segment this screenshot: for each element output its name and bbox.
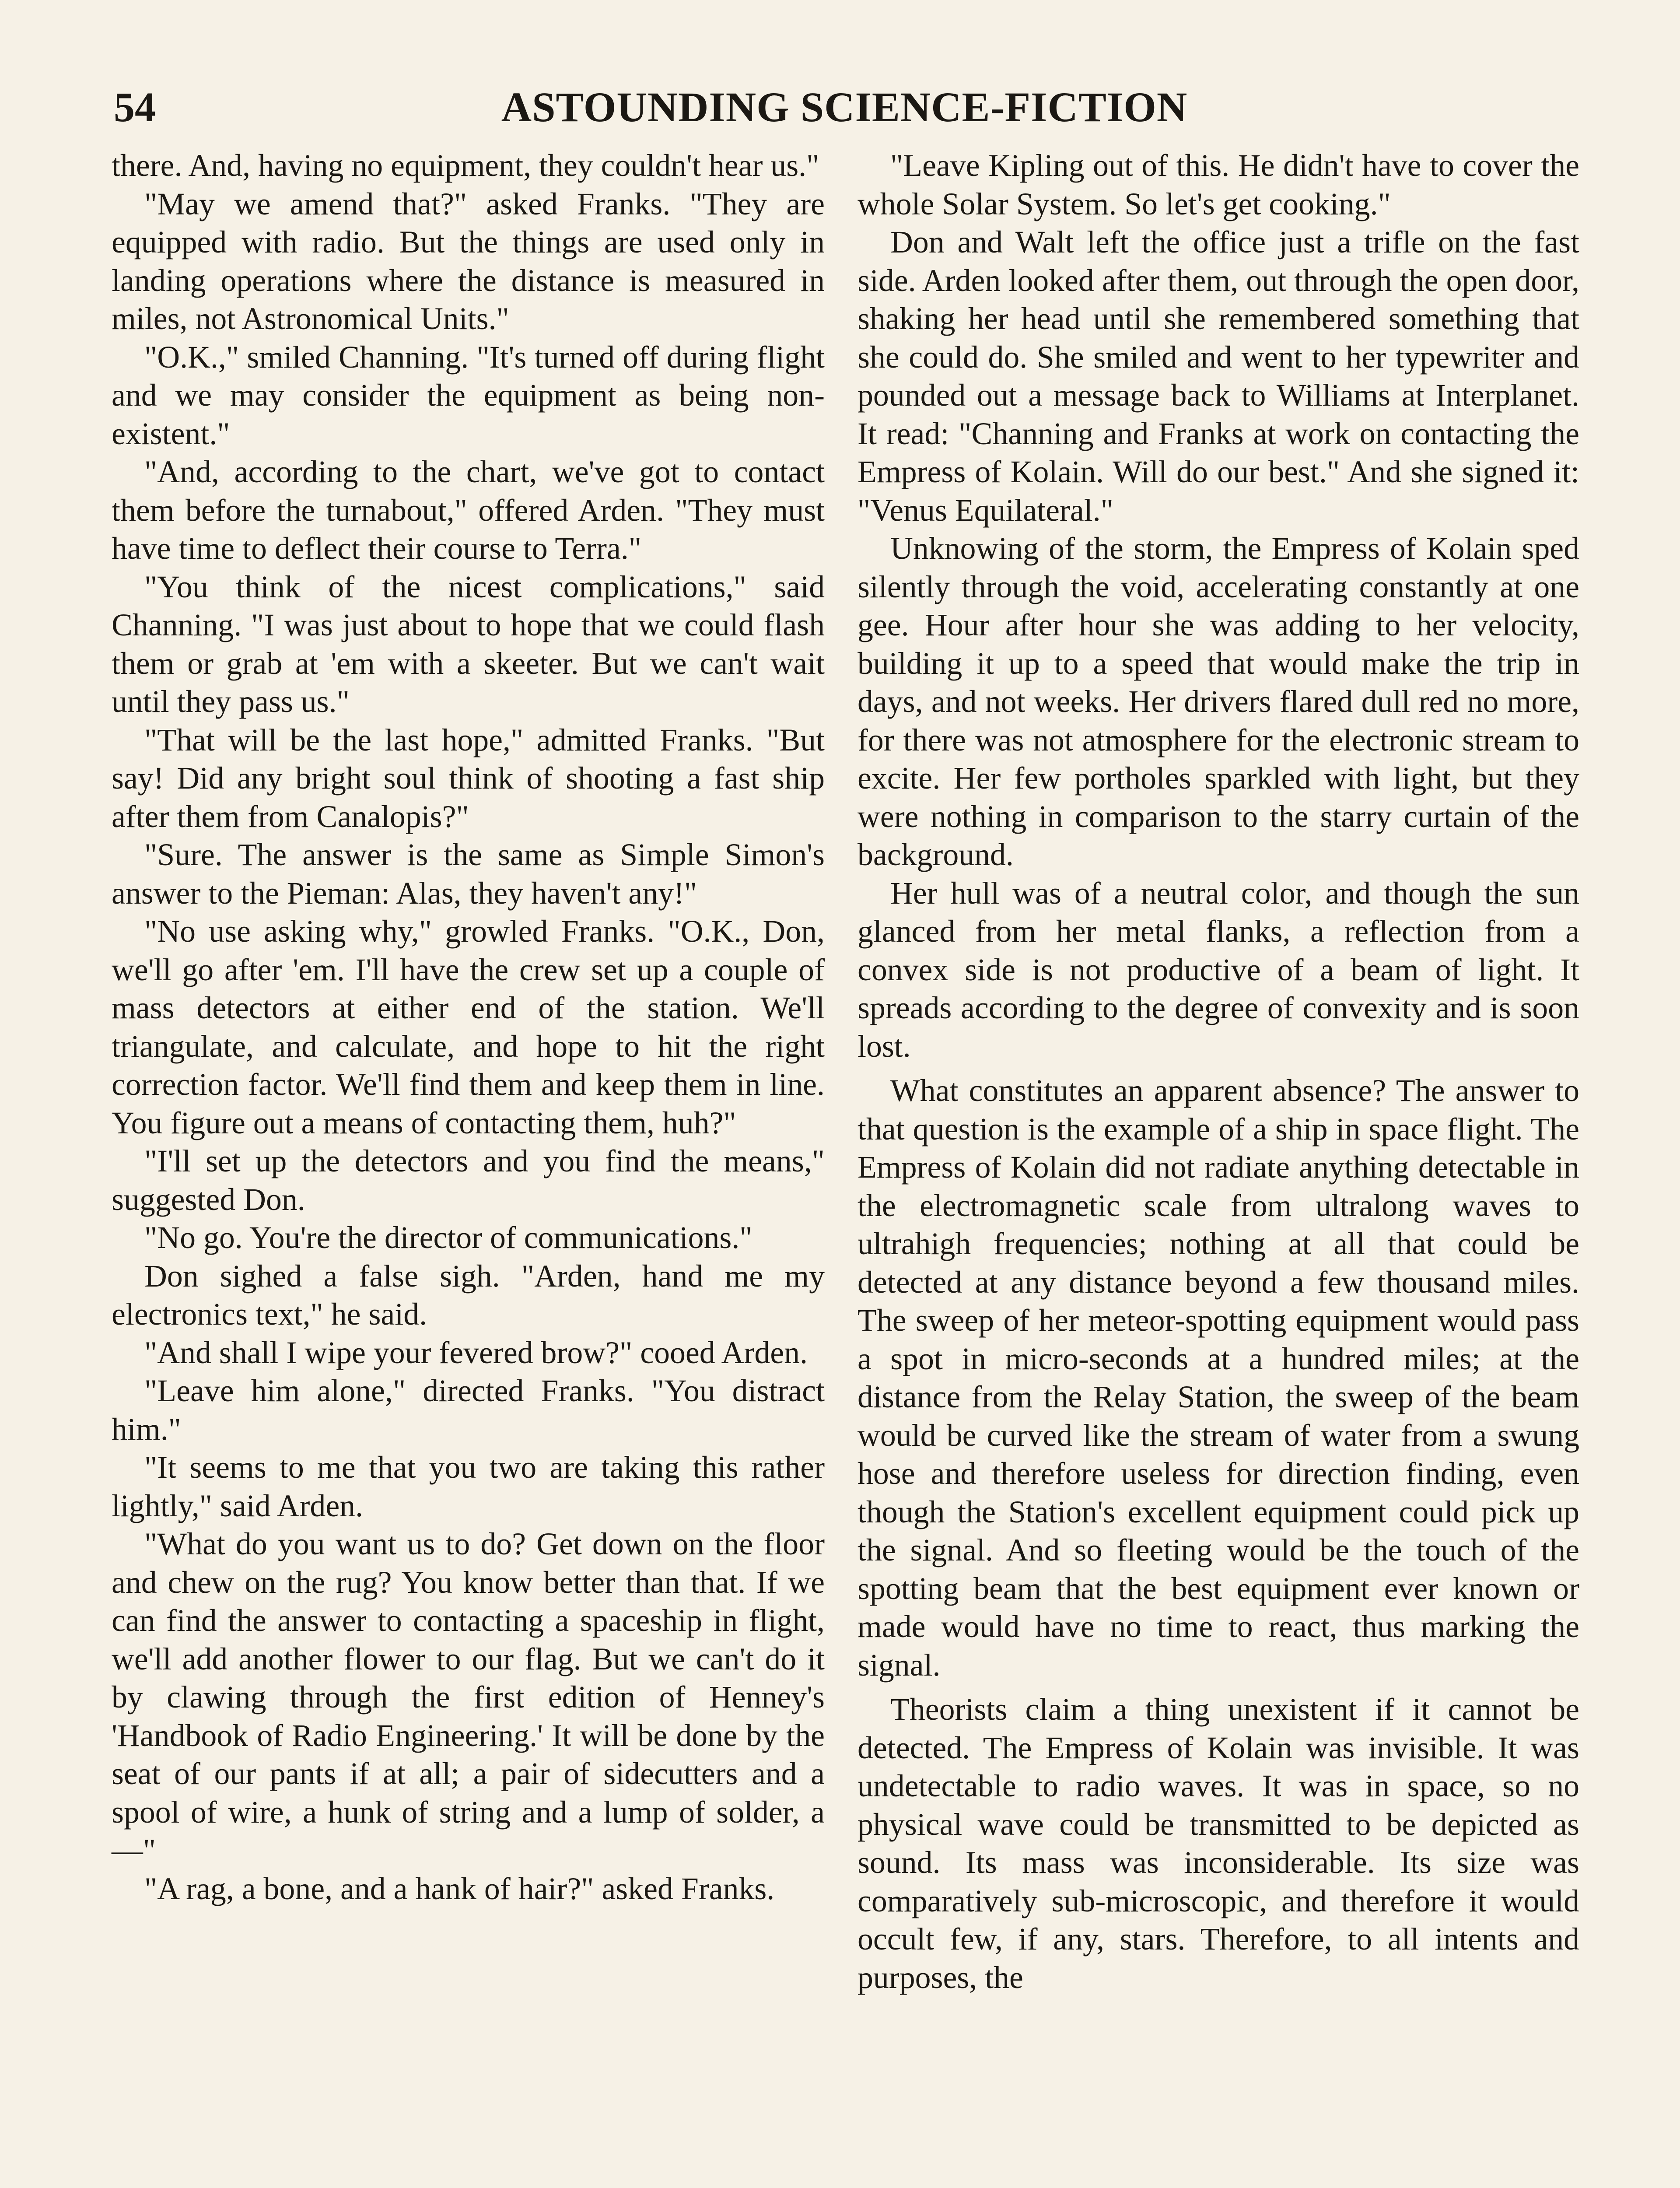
paragraph: "Leave him alone," directed Franks. "You distract him." <box>112 1373 825 1447</box>
left-column <box>112 147 825 1908</box>
paragraph: "It seems to me that you two are taking this rather lightly," said Arden. <box>112 1450 825 1523</box>
paragraph: What constitutes an apparent absence? The answer to that question is the example of a ship in space flight. The Empress of Kolain did not radiate anything detectable in the electromagnetic scale from ultralong waves to ultrahigh frequencies; nothing at all that could be detected at any distance beyond a few thousand miles. The sweep of her meteor-spotting equipment would pass a spot in micro-seconds at a hundred miles; at the distance from the Relay Station, the sweep of the beam would be curved like the stream of water from a swung hose and therefore useless for direction finding, even though the Station's excellent equipment could pick up the signal. And so fleeting would be the touch of the spotting beam that the best equipment ever known or made would have no time to react, thus marking the signal. <box>858 1073 1579 1683</box>
paragraph: "May we amend that?" asked Franks. "They are equipped with radio. But the things are used only in landing operations where the distance is measured in miles, not Astronomical Units." <box>112 186 825 336</box>
page-header <box>114 79 1575 136</box>
paragraph: "And, according to the chart, we've got to contact them before the turnabout," offered Arden. "They must have time to deflect their course to Terra." <box>112 454 825 566</box>
paragraph: "That will be the last hope," admitted Franks. "But say! Did any bright soul think of shooting a fast ship after them from Canalopis?" <box>112 722 825 834</box>
page-number: 54 <box>114 84 156 130</box>
paragraph: "No use asking why," growled Franks. "O.K., Don, we'll go after 'em. I'll have the crew set up a couple of mass detectors at either end of the station. We'll triangulate, and calculate, and hope to hit the right correction factor. We'll find them and keep them in line. You figure out a means of contacting them, huh?" <box>112 914 825 1140</box>
paragraph: Unknowing of the storm, the Empress of Kolain sped silently through the void, accelerating constantly at one gee. Hour after hour she was adding to her velocity, building it up to a speed that would make the trip in days, and not weeks. Her drivers flared dull red no more, for there was not atmosphere for the electronic stream to excite. Her few portholes sparkled with light, but they were nothing in comparison to the starry curtain of the background. <box>858 531 1579 872</box>
right-column <box>858 147 1579 1997</box>
paragraph: "And shall I wipe your fevered brow?" cooed Arden. <box>144 1335 808 1370</box>
paragraph: "You think of the nicest complications," said Channing. "I was just about to hope that we could flash them or grab at 'em with a skeeter. But we can't wait until they pass us." <box>112 569 825 719</box>
paragraph: Don and Walt left the office just a trifle on the fast side. Arden looked after them, out through the open door, shaking her head until she remembered something that she could do. She smiled and went to her typewriter and pounded out a message back to Williams at Interplanet. It read: "Channing and Franks at work on contacting the Empress of Kolain. Will do our best." And she signed it: "Venus Equilateral." <box>858 224 1579 528</box>
paragraph: "No go. You're the director of communications." <box>144 1220 752 1255</box>
paragraph: there. And, having no equipment, they couldn't hear us." <box>112 148 819 183</box>
paragraph: "Sure. The answer is the same as Simple Simon's answer to the Pieman: Alas, they haven't any!" <box>112 837 825 911</box>
paragraph: "A rag, a bone, and a hank of hair?" asked Franks. <box>144 1871 775 1906</box>
paragraph: Her hull was of a neutral color, and though the sun glanced from her metal flanks, a reflection from a convex side is not productive of a beam of light. It spreads according to the degree of convexity and is soon lost. <box>858 875 1579 1064</box>
paragraph: "What do you want us to do? Get down on the floor and chew on the rug? You know better than that. If we can find the answer to contacting a spaceship in flight, we'll add another flower to our flag. But we can't do it by clawing through the first edition of Henney's 'Handbook of Radio Engineering.' It will be done by the seat of our pants if at all; a pair of sidecutters and a spool of wire, a hunk of string and a lump of solder, a—" <box>112 1526 825 1868</box>
paragraph: Don sighed a false sigh. "Arden, hand me my electronics text," he said. <box>112 1258 825 1332</box>
running-title: ASTOUNDING SCIENCE-FICTION <box>501 84 1188 130</box>
paragraph: Theorists claim a thing unexistent if it cannot be detected. The Empress of Kolain was invisible. It was undetectable to radio waves. It was in space, so no physical wave could be transmitted to be depicted as sound. Its mass was inconsiderable. Its size was comparatively sub-microscopic, and therefore it would occult few, if any, stars. Therefore, to all intents and purposes, the <box>858 1692 1579 1995</box>
paragraph: "O.K.," smiled Channing. "It's turned off during flight and we may consider the equipment as being non-existent." <box>112 339 825 451</box>
paragraph: "Leave Kipling out of this. He didn't have to cover the whole Solar System. So let's get cooking." <box>858 148 1579 221</box>
paragraph: "I'll set up the detectors and you find the means," suggested Don. <box>112 1143 825 1217</box>
